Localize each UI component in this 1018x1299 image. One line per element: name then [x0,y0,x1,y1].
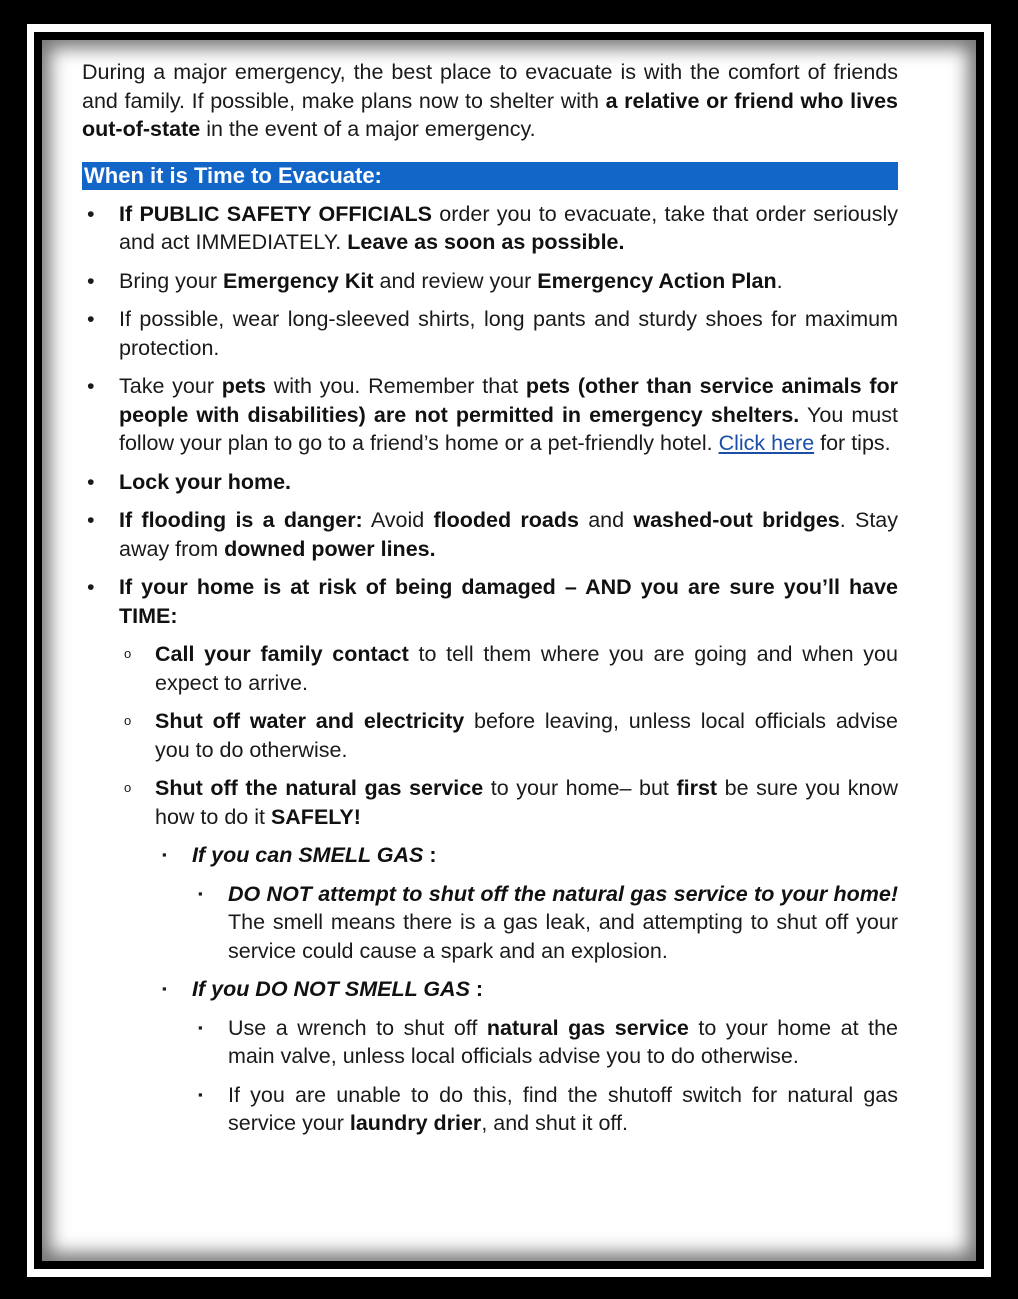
flooding-bold: If flooding is a danger: [119,508,363,532]
pets-text: Take your [119,374,222,398]
list-item-flooding [82,506,898,563]
smell-colon: : [423,843,437,867]
officials-text: order you to evacuate, take that order seriously and act IMMEDIATELY. [119,201,898,254]
lock-bold: Lock your home. [119,469,292,494]
square-bullet-icon: ▪ [162,847,167,862]
square-bullet-icon: ▪ [198,885,203,901]
flooding-text: Avoid [362,508,434,532]
bullet-icon: • [87,575,95,599]
drier-text-2: , and shut it off. [481,1111,628,1135]
pets-bold: pets [221,374,266,398]
gas-text: to your home– but [483,776,677,800]
flooding-bold-3: washed-out bridges [633,508,840,532]
officials-bold: If PUBLIC SAFETY OFFICIALS [119,201,432,226]
gas-bold-2: first [676,776,718,800]
list-item-pets [82,372,898,458]
flooding-bold-2: flooded roads [433,508,579,532]
pets-bold-2: pets (other than service animals for people with disabilities) are not permitted in emergency shelters. [119,374,899,427]
pets-text-4: for tips. [814,431,891,455]
flooding-text-3: . Stay away from [119,508,899,561]
water-text: before leaving, unless local officials advise you to do otherwise. [155,709,898,762]
kit-bold: Emergency Kit [222,268,374,293]
officials-bold-2: Leave as soon as possible. [347,230,625,254]
bullet-icon: • [87,508,95,532]
call-bold: Call your family contact [155,642,409,666]
click-here-link[interactable]: Click here [718,431,815,455]
sub-sub-sub-item-smell-detail [82,880,898,966]
call-text: to tell them where you are going and when you expect to arrive. [155,642,898,695]
intro-bold: a relative or friend who lives out-of-state [82,88,898,141]
flooding-text-2: and [578,508,634,532]
pets-text-2: with you. Remember that [265,374,526,398]
sub-sub-item-smell [82,841,898,870]
sub-item-call [82,640,898,697]
intro-paragraph [82,58,898,144]
intro-text-end: in the event of a major emergency. [200,117,536,141]
wrench-text: Use a wrench to shut off [228,1015,487,1040]
circle-bullet-icon: o [124,780,132,795]
nosmell-label: If you DO NOT SMELL GAS [192,977,470,1001]
square-bullet-icon: ▪ [162,981,167,996]
sub-sub-sub-item-wrench [82,1014,898,1071]
list-item-clothes [82,305,898,362]
pets-text-3: You must follow your plan to go to a friend’s home or a pet-friendly hotel. [119,402,898,455]
clothes-text: If possible, wear long-sleeved shirts, long pants and sturdy shoes for maximum protection. [119,307,898,360]
section-heading: When it is Time to Evacuate: [82,162,898,190]
flooding-bold-4: downed power lines. [224,536,436,561]
bullet-icon: • [87,374,95,398]
kit-text: Bring your [119,268,223,293]
wrench-text-2: to your home at the main valve, unless local officials advise you to do otherwise. [228,1015,898,1068]
smell-detail-text: The smell means there is a gas leak, and attempting to shut off your service could cause a spark and an explosion. [228,910,898,963]
water-bold: Shut off water and electricity [155,709,465,733]
document-page [42,40,976,1261]
gas-bold: Shut off the natural gas service [155,776,484,800]
square-bullet-icon: ▪ [198,1019,203,1035]
sub-item-water [82,707,898,764]
gas-bold-3: SAFELY! [270,804,361,829]
kit-text-3: . [776,268,783,293]
risk-bold: If your home is at risk of being damaged – AND you are sure you’ll have TIME: [119,575,898,628]
document-content [82,58,898,1148]
kit-bold-2: Emergency Action Plan [537,268,777,293]
list-item-lock [82,468,898,497]
kit-text-2: and review your [373,268,538,293]
nosmell-colon: : [469,977,484,1001]
bullet-icon: • [87,201,95,226]
smell-label: If you can SMELL GAS [192,843,424,867]
wrench-bold: natural gas service [486,1015,689,1040]
drier-text: If you are unable to do this, find the shutoff switch for natural gas service your [228,1082,898,1135]
square-bullet-icon: ▪ [198,1086,203,1102]
sub-sub-sub-item-drier [82,1081,898,1138]
drier-bold: laundry drier [349,1111,482,1135]
intro-text: During a major emergency, the best place to evacuate is with the comfort of friends and family. If possible, make plans now to shelter with [82,60,898,113]
circle-bullet-icon: o [124,646,132,661]
gas-text-2: be sure you know how to do it [155,776,898,829]
list-item-officials [82,200,898,257]
smell-warning: DO NOT attempt to shut off the natural gas service to your home! [228,881,898,906]
bullet-icon: • [87,307,95,331]
list-item-kit [82,267,898,296]
sub-sub-item-nosmell [82,975,898,1004]
list-item-risk [82,573,898,630]
bullet-icon: • [87,268,95,293]
bullet-icon: • [87,469,95,494]
sub-item-gas [82,774,898,831]
circle-bullet-icon: o [124,713,132,728]
